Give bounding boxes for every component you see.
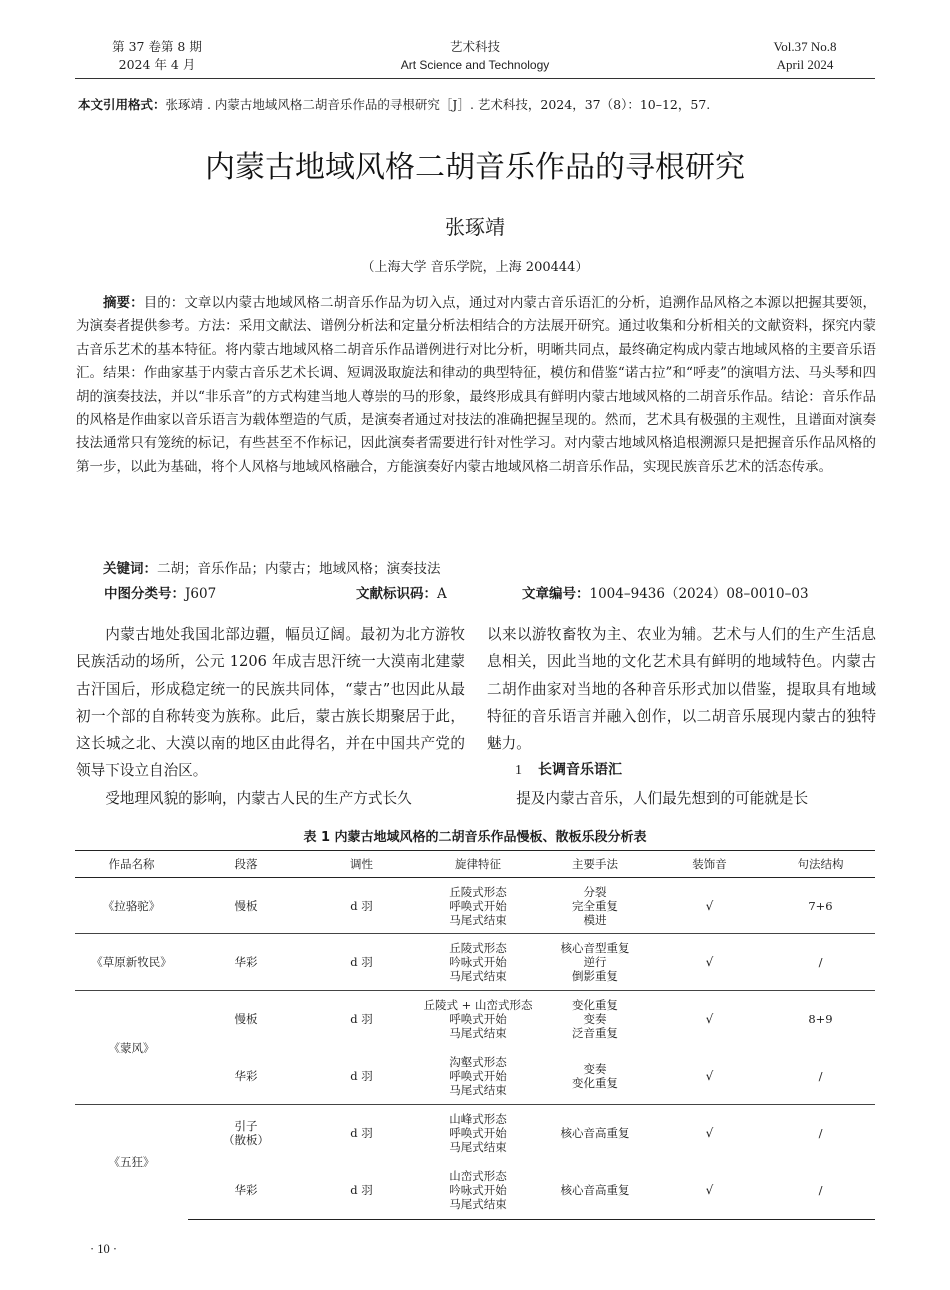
cell-section: 华彩 — [188, 1162, 304, 1220]
table-row — [75, 934, 875, 991]
technique-line: 变化重复 — [572, 998, 618, 1013]
cell-melody — [419, 1048, 537, 1105]
body-paragraph: 提及内蒙古音乐，人们最先想到的可能就是长 — [516, 789, 809, 807]
section-line: 引子 — [234, 1119, 258, 1134]
header-month-year: April 2024 — [776, 57, 834, 72]
technique-line: 分裂 — [583, 884, 607, 899]
keywords-text: 二胡；音乐作品；内蒙古；地域风格；演奏技法 — [157, 561, 441, 577]
cell-work: 《草原新牧民》 — [75, 934, 188, 991]
melody-line: 呼唤式开始 — [449, 1126, 507, 1141]
cell-melody — [419, 1162, 537, 1220]
cell-phrase: / — [818, 1068, 823, 1083]
art-value: 1004–9436（2024）08–0010–03 — [589, 586, 809, 602]
technique-line: 完全重复 — [572, 898, 618, 913]
clc-number — [104, 584, 216, 604]
table-row — [75, 1105, 875, 1162]
table-row — [75, 878, 875, 934]
abstract — [76, 292, 876, 479]
cell-technique — [537, 1048, 653, 1105]
cell-melody — [419, 934, 537, 991]
cell-ornament: √ — [653, 991, 766, 1048]
cell-key: d 羽 — [304, 1162, 419, 1220]
technique-line: 核心音型重复 — [560, 941, 630, 955]
cell-phrase: / — [766, 934, 875, 991]
cell-work: 《拉骆驼》 — [102, 898, 161, 913]
cell-section: 华彩 — [188, 934, 304, 991]
cell-key: d 羽 — [304, 991, 419, 1048]
melody-line: 马尾式结束 — [449, 1026, 507, 1041]
melody-line: 吟咏式开始 — [449, 955, 507, 969]
body-paragraph: 受地理风貌的影响，内蒙古人民的生产方式长久 — [105, 789, 412, 807]
citation-format — [78, 96, 878, 114]
body-paragraph: 内蒙古地处我国北部边疆，幅员辽阔。最初为北方游牧民族活动的场所，公元 1206 年成吉思汗统一大漠南北建蒙古汗国后，形成稳定统一的民族共同体，“蒙古”也因此从最初一个部的自称转变为族称。此后，蒙古族长期聚居于此，这长城之北、大漠以南的地区由此得名，并在中国共产党的领导下设立自治区。 — [76, 626, 465, 780]
technique-line: 变奏 — [583, 1061, 607, 1076]
cell-section — [188, 1105, 304, 1162]
keywords-label: 关键词： — [103, 561, 157, 577]
cell-ornament: √ — [705, 898, 714, 913]
cell-technique — [537, 1105, 653, 1162]
header-volume-en — [740, 38, 870, 74]
art-label: 文章编号： — [522, 586, 590, 602]
cell-key: d 羽 — [304, 934, 419, 991]
clc-value: J607 — [185, 586, 217, 602]
cell-technique — [537, 878, 653, 934]
technique-line: 变化重复 — [572, 1075, 618, 1090]
author-affiliation: （上海大学 音乐学院，上海 200444） — [361, 260, 589, 275]
cell-technique — [537, 934, 653, 991]
header-journal-cn: 艺术科技 — [449, 39, 500, 54]
section-number: 1 — [515, 763, 522, 779]
melody-line: 马尾式结束 — [449, 1197, 507, 1212]
cell-key: d 羽 — [304, 1105, 419, 1162]
cell-section: 慢板 — [188, 991, 304, 1048]
melody-line: 山峦式形态 — [449, 1169, 507, 1184]
paper-title: 内蒙古地域风格二胡音乐作品的寻根研究 — [205, 150, 745, 185]
keywords — [76, 558, 876, 580]
melody-line: 马尾式结束 — [449, 1082, 507, 1097]
cell-work: 《蒙风》 — [75, 991, 188, 1105]
table-row — [75, 991, 875, 1048]
melody-line: 沟壑式形态 — [449, 1054, 507, 1069]
table-row — [75, 1048, 875, 1105]
col-header-ornament: 装饰音 — [653, 851, 766, 878]
cell-section: 慢板 — [234, 898, 258, 913]
section-line: （散板） — [223, 1133, 269, 1148]
table-caption: 表 1 内蒙古地域风格的二胡音乐作品慢板、散板乐段分析表 — [303, 830, 647, 845]
melody-line: 呼唤式开始 — [449, 1012, 507, 1027]
cell-melody — [419, 1105, 537, 1162]
abstract-text: 目的：文章以内蒙古地域风格二胡音乐作品为切入点，通过对内蒙古音乐语汇的分析，追溯作品风格之本源以把握其要领，为演奏者提供参考。方法：采用文献法、谱例分析法和定量分析法相结合的方法展开研究。通过收集和分析相关的文献资料，探究内蒙古音乐艺术的基本特征。将内蒙古地域风格二胡音乐作品谱例进行对比分析，明晰共同点，最终确定构成内蒙古地域风格的主要音乐语汇。结果：作曲家基于内蒙古音乐艺术长调、短调汲取旋法和律动的典型特征，模仿和借鉴“诺古拉”和“呼麦”的演唱方法、马头琴和四胡的演奏技法，并以“非乐音”的方式构建当地人尊崇的马的形象，最终形成具有鲜明内蒙古地域风格的二胡音乐作品。结论：音乐作品的风格是作曲家以音乐语言为载体塑造的气质，是演奏者通过对技法的准确把握呈现的。然而，艺术具有极强的主观性，且谱面对演奏技法通常只有笼统的标记，有些甚至不作标记，因此演奏者需要进行针对性学习。对内蒙古地域风格追根溯源只是把握音乐作品风格的第一步，以此为基础，将个人风格与地域风格融合，方能演奏好内蒙古地域风格二胡音乐作品，实现民族音乐艺术的活态传承。 — [76, 295, 876, 475]
cell-technique — [537, 1162, 653, 1220]
col-header-key: 调性 — [304, 851, 419, 878]
header-journal-en: Art Science and Technology — [400, 58, 550, 72]
cell-melody — [419, 991, 537, 1048]
table-header-row — [75, 851, 875, 878]
cell-phrase: / — [766, 1105, 875, 1162]
cell-phrase: / — [766, 1162, 875, 1220]
col-header-work: 作品名称 — [75, 851, 188, 878]
body-paragraph: 以来以游牧畜牧为主、农业为辅。艺术与人们的生产生活息息相关，因此当地的文化艺术具有鲜明的地域特色。内蒙古二胡作曲家对当地的各种音乐形式加以借鉴，提取具有地域特征的音乐语言并融入创作，以二胡音乐展现内蒙古的独特魅力。 — [487, 626, 876, 753]
melody-line: 吟咏式开始 — [449, 1183, 507, 1198]
body-column-left — [76, 621, 465, 812]
abstract-label: 摘要： — [103, 295, 144, 311]
cell-melody — [419, 878, 537, 934]
header-volume: 第 37 卷第 8 期 — [112, 39, 202, 54]
doc-value: A — [437, 586, 447, 602]
melody-line: 马尾式结束 — [449, 912, 507, 927]
technique-line: 核心音高重复 — [560, 1183, 630, 1198]
body-column-right — [487, 621, 876, 812]
melody-line: 马尾式结束 — [449, 969, 507, 983]
melody-line: 丘陵式形态 — [449, 941, 507, 955]
melody-line: 山峰式形态 — [449, 1112, 507, 1127]
col-header-phrase: 句法结构 — [766, 851, 875, 878]
section-heading — [487, 757, 876, 784]
author-name: 张琢靖 — [445, 215, 505, 239]
analysis-table — [75, 850, 875, 1220]
technique-line: 泛音重复 — [572, 1026, 618, 1041]
clc-label: 中图分类号： — [104, 586, 185, 602]
article-number — [522, 584, 809, 604]
technique-line: 变奏 — [583, 1012, 607, 1027]
col-header-technique: 主要手法 — [537, 851, 653, 878]
melody-line: 丘陵式形态 — [449, 884, 507, 899]
melody-line: 呼唤式开始 — [449, 898, 507, 913]
col-header-melody: 旋律特征 — [419, 851, 537, 878]
cell-ornament: √ — [705, 1068, 714, 1083]
page-number: · 10 · — [90, 1242, 118, 1256]
melody-line: 马尾式结束 — [449, 1140, 507, 1155]
technique-line: 逆行 — [583, 955, 607, 969]
cell-technique — [537, 991, 653, 1048]
technique-line: 模进 — [583, 912, 607, 927]
melody-line: 丘陵式 + 山峦式形态 — [423, 998, 533, 1013]
cell-section: 华彩 — [234, 1068, 258, 1083]
cell-ornament: √ — [653, 1162, 766, 1220]
citation-text: 张琢靖 . 内蒙古地域风格二胡音乐作品的寻根研究［J］. 艺术科技，2024，37（8）：10–12，57. — [165, 97, 711, 112]
document-code — [356, 584, 447, 604]
cell-ornament: √ — [653, 1105, 766, 1162]
header-vol-no: Vol.37 No.8 — [773, 39, 837, 54]
cell-phrase: 8+9 — [766, 991, 875, 1048]
cell-key: d 羽 — [350, 898, 373, 913]
cell-ornament: √ — [653, 934, 766, 991]
melody-line: 呼唤式开始 — [449, 1068, 507, 1083]
technique-line: 倒影重复 — [572, 969, 618, 983]
header-rule — [75, 78, 875, 79]
table-row — [75, 1162, 875, 1220]
cell-key: d 羽 — [350, 1068, 373, 1083]
header-volume-issue — [102, 38, 212, 74]
citation-label: 本文引用格式： — [78, 97, 166, 112]
col-header-section: 段落 — [188, 851, 304, 878]
cell-phrase: 7+6 — [808, 898, 833, 913]
technique-line: 核心音高重复 — [560, 1126, 630, 1141]
doc-label: 文献标识码： — [356, 586, 437, 602]
header-date: 2024 年 4 月 — [118, 57, 196, 72]
cell-work: 《五狂》 — [75, 1105, 188, 1220]
section-title: 长调音乐语汇 — [538, 762, 622, 779]
header-journal — [345, 38, 605, 74]
